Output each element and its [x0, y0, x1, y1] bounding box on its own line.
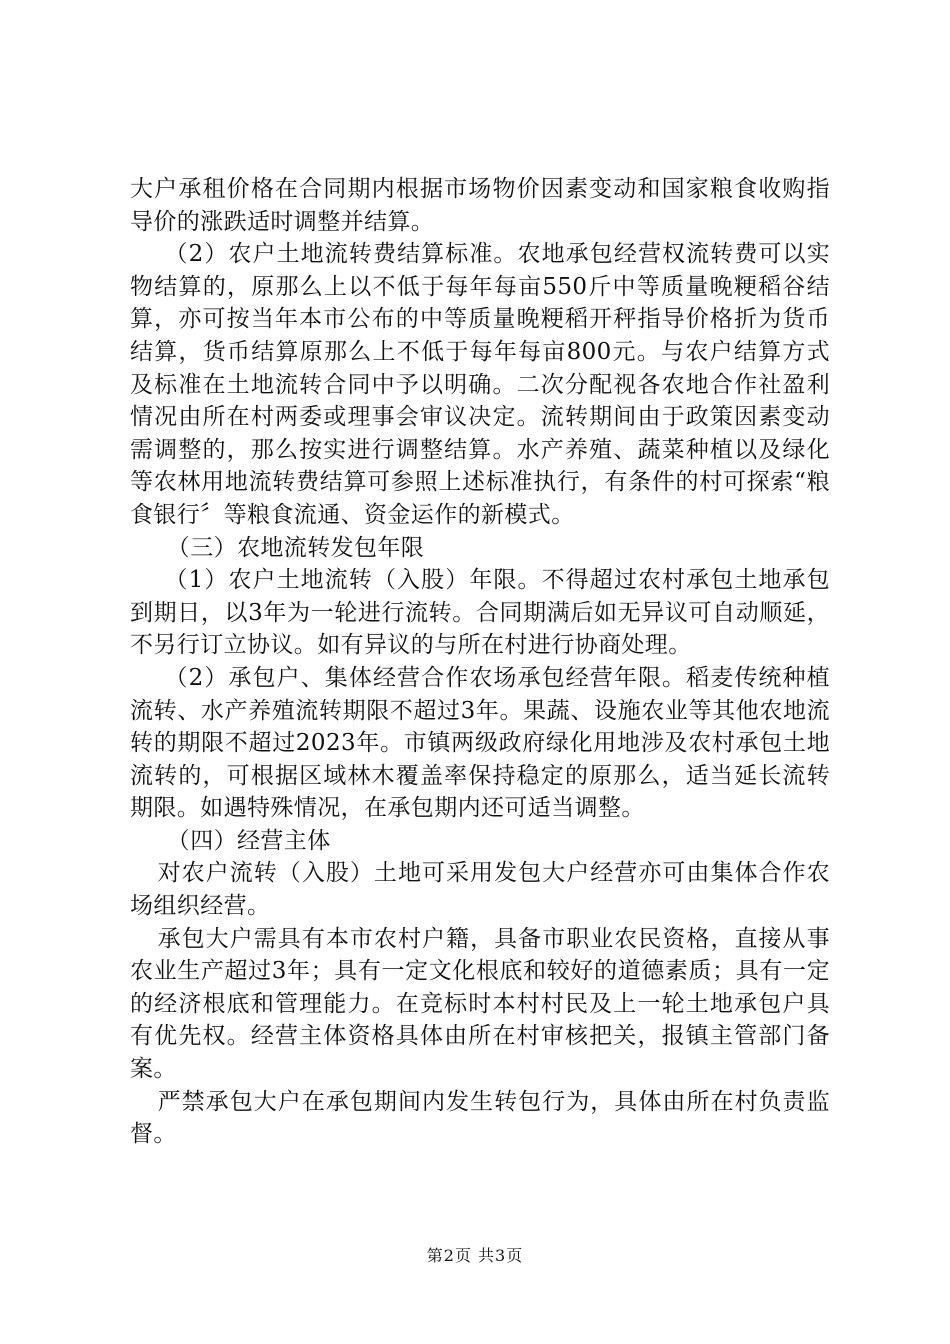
paragraph-farmer-term: （1）农户土地流转（入股）年限。不得超过农村承包土地承包到期日，以3年为一轮进行流转。合同期满后如无异议可自动顺延，不另行订立协议。如有异议的与所在村进行协商处理。 [130, 567, 830, 659]
paragraph-price-adjustment: 大户承租价格在合同期内根据市场物价因素变动和国家粮食收购指导价的涨跌适时调整并结算。 [130, 176, 830, 235]
page-number: 第2页 共3页 [426, 1246, 524, 1265]
paragraph-subcontract-ban: 严禁承包大户在承包期间内发生转包行为，具体由所在村负责监督。 [130, 1088, 830, 1148]
section-heading-3: （三）农地流转发包年限 [166, 534, 425, 561]
section-heading-4: （四）经营主体 [166, 827, 331, 854]
document-body [130, 173, 830, 1151]
paragraph-operation-mode: 对农户流转（入股）土地可采用发包大户经营亦可由集体合作农场组织经营。 [130, 860, 830, 920]
paragraph-settlement-standard: （2）农户土地流转费结算标准。农地承包经营权流转费可以实物结算的，原那么上以不低于每年每亩550斤中等质量晚粳稻谷结算，亦可按当年本市公布的中等质量晚粳稻开秤指导价格折为货币结算，货币结算原那么上不低于每年每亩800元。与农户结算方式及标准在土地流转合同中予以明确。二次分配视各农地合作社盈利情况由所在村两委或理事会审议决定。流转期间由于政策因素变动需调整的，那么按实进行调整结算。水产养殖、蔬菜种植以及绿化等农林用地流转费结算可参照上述标准执行，有条件的村可探索“粮食银行〞等粮食流通、资金运作的新模式。 [130, 241, 830, 528]
paragraph-contract-term: （2）承包户、集体经营合作农场承包经营年限。稻麦传统种植流转、水产养殖流转期限不超过3年。果蔬、设施农业等其他农地流转的期限不超过2023年。市镇两级政府绿化用地涉及农村承包土地流转的，可根据区域林木覆盖率保持稳定的原那么，适当延长流转期限。如遇特殊情况，在承包期内还可适当调整。 [130, 664, 830, 822]
paragraph-qualification: 承包大户需具有本市农村户籍，具备市职业农民资格，直接从事农业生产超过3年；具有一定文化根底和较好的道德素质；具有一定的经济根底和管理能力。在竞标时本村村民及上一轮土地承包户具有优先权。经营主体资格具体由所在村审核把关，报镇主管部门备案。 [130, 925, 830, 1083]
